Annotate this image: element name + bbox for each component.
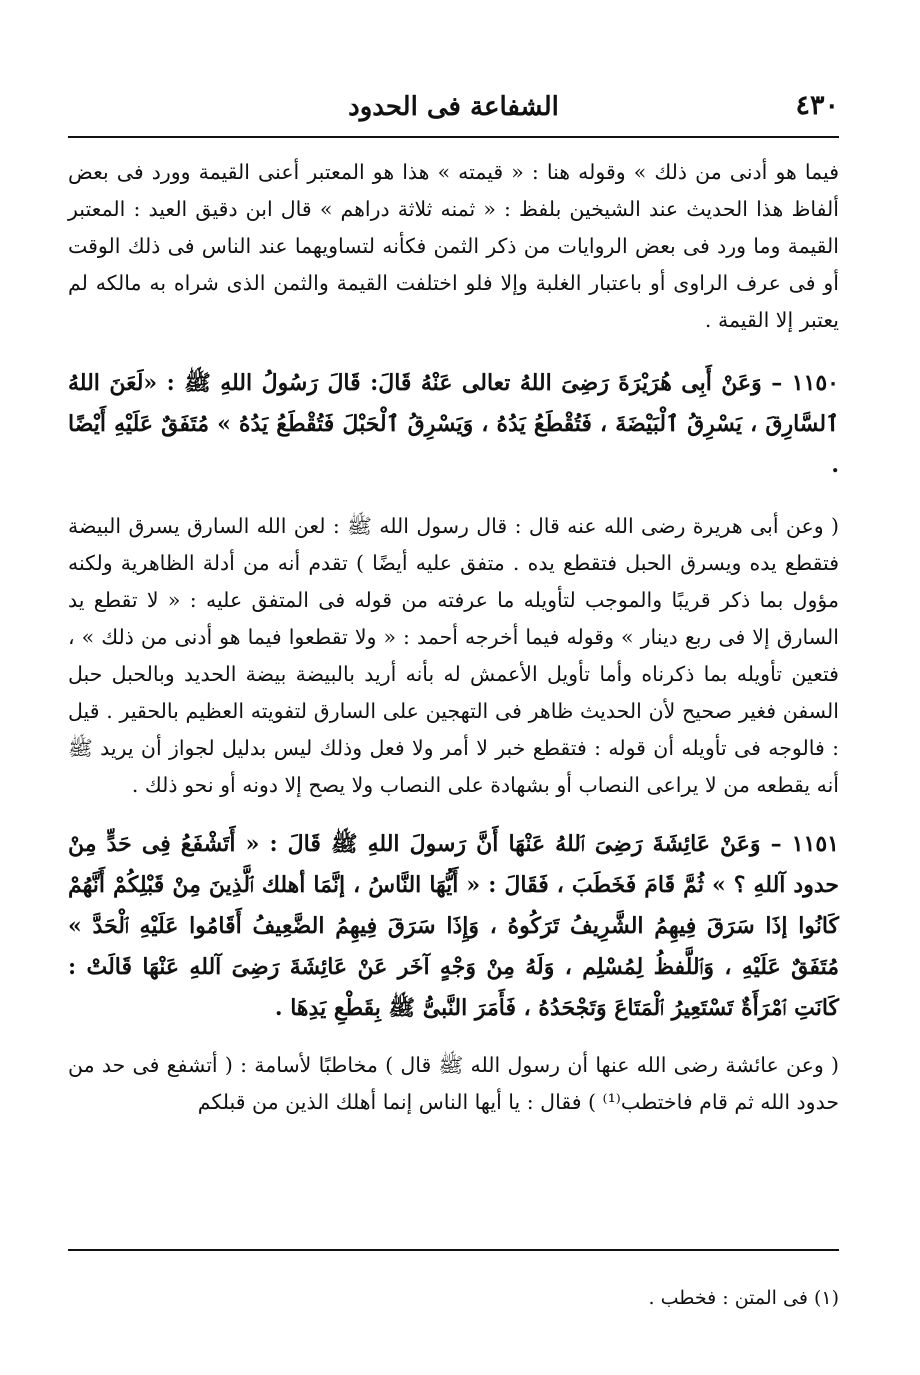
hadith-1151: ١١٥١ – وَعَنْ عَائِشَةَ رَضِىَ ٱللهُ عَنْهَا أَنَّ رَسولَ اللهِ ﷺ قَالَ : « أَتَشْفَعُ فِى حَدٍّ مِنْ حدود آللهِ ؟ » ثُمَّ قَامَ فَخَطَبَ ، فَقَالَ : « أَيُّهَا النَّاسُ ، إنَّمَا أهلك ٱلَّذِينَ مِنْ قَبْلِكُمْ أَنَّهُمْ كَانُوا إذَا سَرَقَ فِيهِمُ الشَّرِيفُ تَرَكُوهُ ، وَإِذَا سَرَقَ فِيهِمُ الضَّعِيفُ أَقَامُوا عَلَيْهِ ٱلْحَدَّ » مُتَفَقٌ عَلَيْهِ ، وَٱللَّفظُ لِمُسْلِم ، وَلَهُ مِنْ وَجْهٍ آخَر عَنْ عَائِشَةَ رَضِىَ آللهِ عَنْهَا قَالَتْ : كَانَتِ ٱمْرَأَةٌ تَسْتَعِيرُ ٱلْمَتَاعَ وَتَجْحَدُهُ ، فَأَمَرَ النَّبىُّ ﷺ بِقَطْعِ يَدِهَا .	[68, 831, 839, 1021]
running-title: الشفاعة فى الحدود	[348, 92, 559, 122]
commentary-1150: ( وعن أبى هريرة رضى الله عنه قال : قال رسول الله ﷺ : لعن الله السارق يسرق البيضة فتقطع يده ويسرق الحبل فتقطع يده . متفق عليه أيضًا ) تقدم أنه من أدلة الظاهرية ولكنه مؤول بما ذكر قريبًا والموجب لتأويله ما عرفته من قوله فى المتفق عليه : « لا تقطع يد السارق إلا فى ربع دينار » وقوله فيما أخرجه أحمد : « ولا تقطعوا فيما هو أدنى من ذلك » ، فتعين تأويله بما ذكرناه وأما تأويل الأعمش له بأنه أريد بالبيضة بيضة الحديد وبالحبل حبل السفن فغير صحيح لأن الحديث ظاهر فى التهجين على السارق لتفويته العظيم بالحقير . قيل : فالوجه فى تأويله أن قوله : فتقطع خبر لا أمر ولا فعل وذلك ليس بدليل لجواز أن يريد ﷺ أنه يقطعه من لا يراعى النصاب أو بشهادة على النصاب ولا يصح إلا دونه أو نحو ذلك .	[68, 514, 839, 797]
commentary-1151: ( وعن عائشة رضى الله عنها أن رسول الله ﷺ قال ) مخاطبًا لأسامة : ( أتشفع فى حد من حدود الله ثم قام فاختطب⁽¹⁾ ) فقال : يا أيها الناس إنما أهلك الذين من قبلكم	[68, 1053, 839, 1114]
footnote-rule	[68, 1249, 839, 1251]
paragraph-intro: فيما هو أدنى من ذلك » وقوله هنا : « قيمته » هذا هو المعتبر أعنى القيمة وورد فى بعض ألفاظ هذا الحديث عند الشيخين بلفظ : « ثمنه ثلاثة دراهم » قال ابن دقيق العيد : المعتبر القيمة وما ورد فى بعض الروايات من ذكر الثمن فكأنه لتساويهما عند الناس فى ذلك الوقت أو فى عرف الراوى أو باعتبار الغلبة وإلا فلو اختلفت القيمة والثمن الذى شراه به مالكه لم يعتبر إلا القيمة .	[68, 160, 839, 332]
footnote: (١) فى المتن : فخطب .	[648, 1287, 839, 1309]
hadith-1150: ١١٥٠ – وَعَنْ أَبِى هُرَيْرَةَ رَضِىَ اللهُ تعالى عَنْهُ قَالَ: قَالَ رَسُولُ اللهِ ﷺ : «لَعَنَ اللهُ ٱلسَّارِقَ ، يَسْرِقُ ٱلْبَيْضَةَ ، فَتُقْطَعُ يَدُهُ ، وَيَسْرِقُ ٱلْحَبْلَ فَتُقْطَعُ يَدُهُ » مُتَفَقٌ عَلَيْهِ أَيْضًا .	[68, 370, 839, 478]
header-rule	[68, 136, 839, 138]
book-page	[68, 88, 839, 1338]
page-header	[68, 88, 839, 140]
page-number: ٤٣٠	[795, 90, 839, 121]
